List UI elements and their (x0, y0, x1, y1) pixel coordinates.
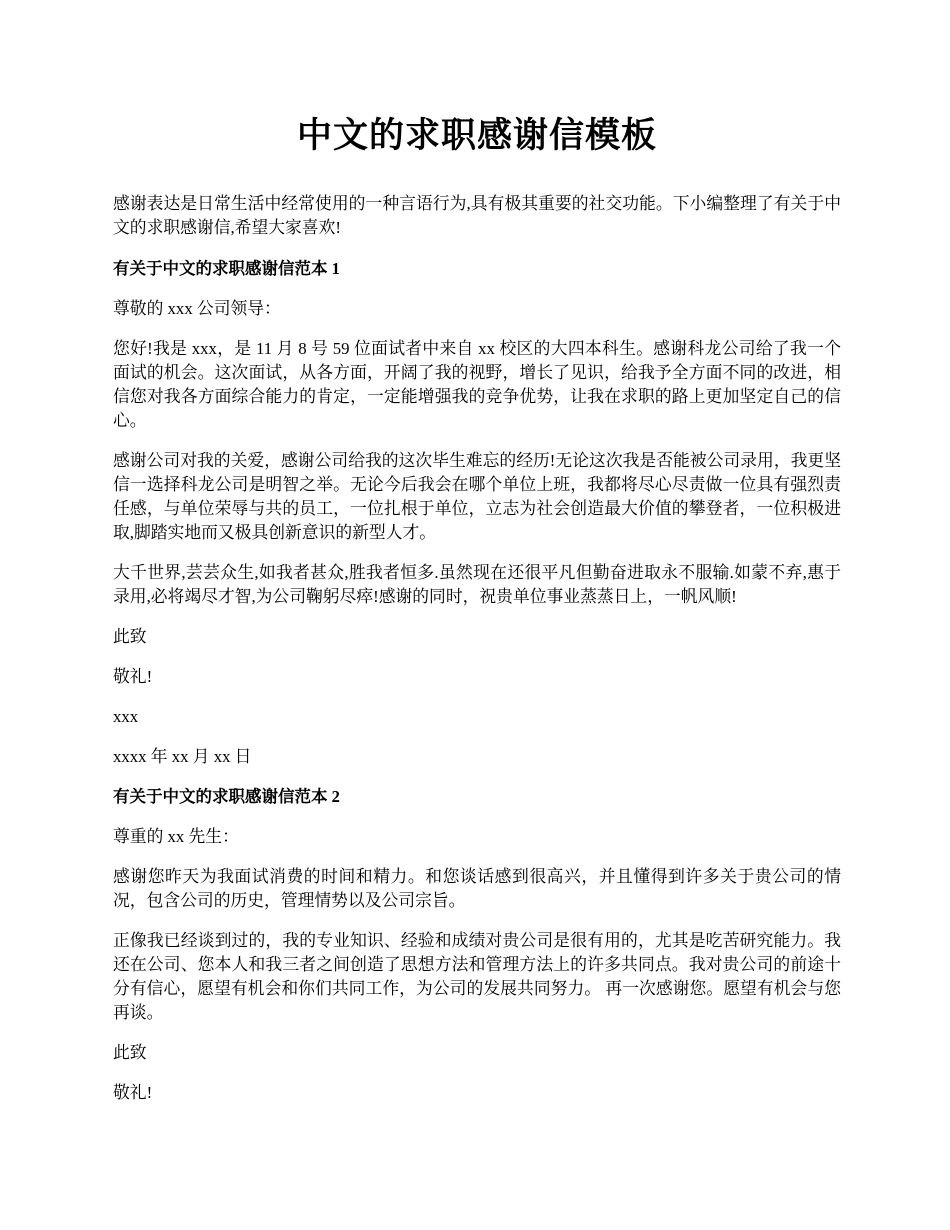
sample2-paragraph: 感谢您昨天为我面试消费的时间和精力。和您谈话感到很高兴，并且懂得到许多关于贵公司的情况，包含公司的历史，管理情势以及公司宗旨。 (113, 867, 841, 910)
sample1-salutation: 尊敬的 xxx 公司领导： (113, 299, 281, 318)
sample2-paragraph: 正像我已经谈到过的，我的专业知识、经验和成绩对贵公司是很有用的，尤其是吃苦研究能力。我还在公司、您本人和我三者之间创造了思想方法和管理方法上的许多共同点。我对贵公司的前途十分有信心，愿望有机会和你们共同工作，为公司的发展共同努力。 再一次感谢您。愿望有机会与您再谈。 (113, 931, 841, 1022)
sample1-signature: xxx (113, 707, 139, 726)
sample1-regards: 敬礼! (113, 667, 153, 686)
sample1-date: xxxx 年 xx 月 xx 日 (113, 747, 252, 766)
sample2-closing: 此致 (113, 1043, 147, 1062)
sample2-regards: 敬礼! (113, 1083, 153, 1102)
sample2-salutation: 尊重的 xx 先生： (113, 827, 239, 846)
sample1-paragraph: 感谢公司对我的关爱，感谢公司给我的这次毕生难忘的经历!无论这次我是否能被公司录用，我更坚信一选择科龙公司是明智之举。无论今后我会在哪个单位上班，我都将尽心尽责做一位具有强烈责任感，与单位荣辱与共的员工，一位扎根于单位，立志为社会创造最大价值的攀登者，一位积极进取,脚踏实地而又极具创新意识的新型人才。 (113, 451, 841, 542)
sample1-paragraph: 大千世界,芸芸众生,如我者甚众,胜我者恒多.虽然现在还很平凡但勤奋进取永不服输.如蒙不弃,惠于录用,必将竭尽才智,为公司鞠躬尽瘁!感谢的同时，祝贵单位事业蒸蒸日上，一帆风顺! (113, 563, 841, 606)
sample1-heading: 有关于中文的求职感谢信范本 1 (113, 259, 340, 278)
intro-paragraph: 感谢表达是日常生活中经常使用的一种言语行为,具有极其重要的社交功能。下小编整理了有关于中文的求职感谢信,希望大家喜欢! (113, 194, 841, 237)
document-title: 中文的求职感谢信模板 (296, 116, 657, 155)
document-page (113, 112, 841, 1121)
sample1-paragraph: 您好!我是 xxx，是 11 月 8 号 59 位面试者中来自 xx 校区的大四本科生。感谢科龙公司给了我一个面试的机会。这次面试，从各方面，开阔了我的视野，增长了见识，给我予全方面不同的改进，相信您对我各方面综合能力的肯定，一定能增强我的竞争优势，让我在求职的路上更加坚定自己的信心。 (113, 339, 841, 430)
sample1-closing: 此致 (113, 627, 147, 646)
sample2-heading: 有关于中文的求职感谢信范本 2 (113, 787, 340, 806)
